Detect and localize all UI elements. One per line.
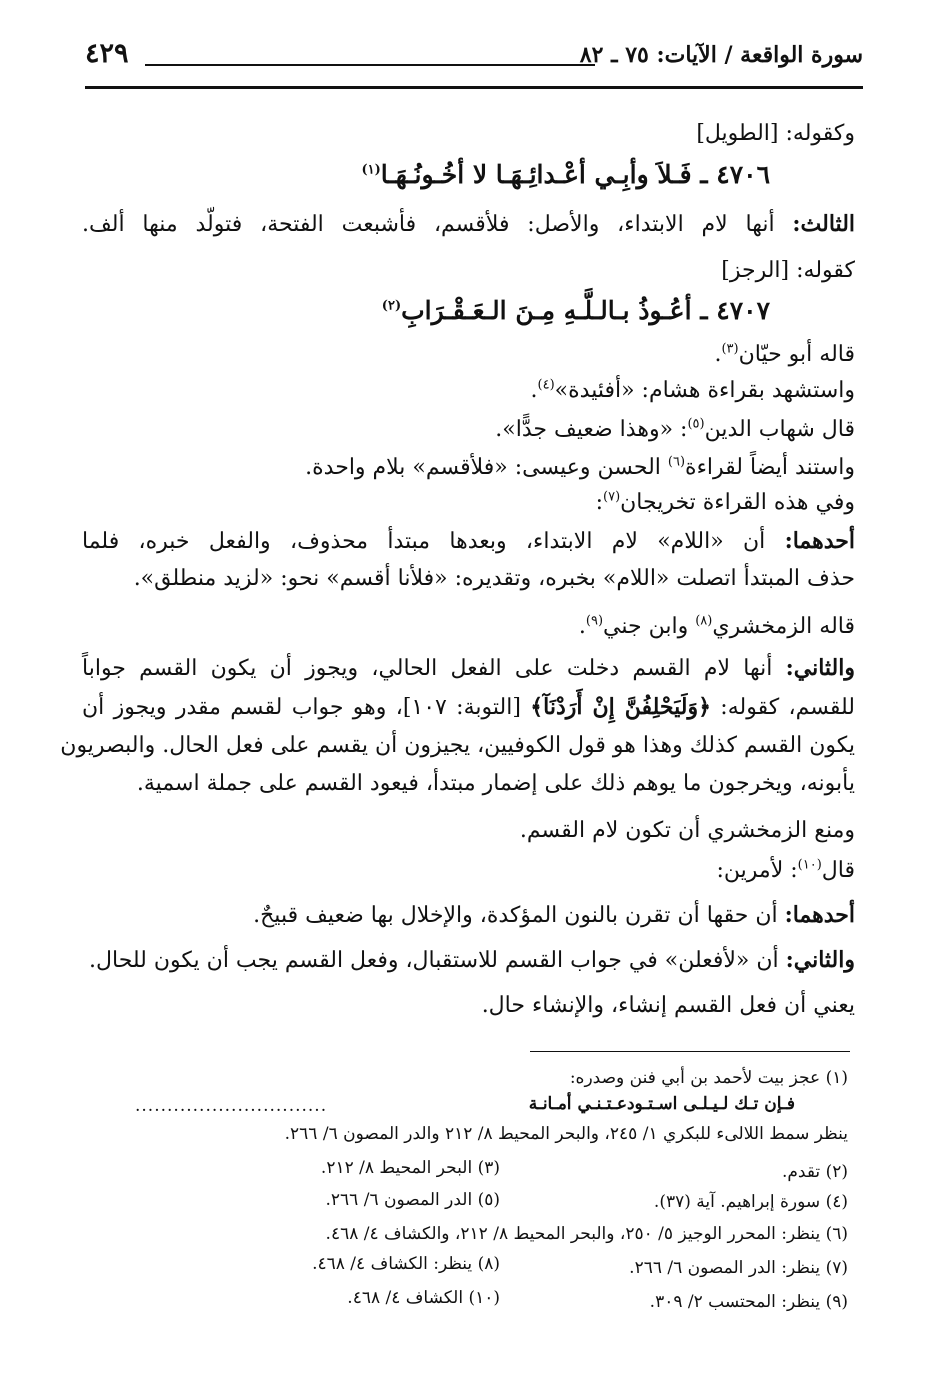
footnote-1: (١) عجز بيت لأحمد بن أبي فنن وصدره: [569, 1068, 848, 1088]
footnote-ref: (٦) [667, 454, 686, 470]
page-number: ٤٢٩ [85, 38, 129, 69]
text-line: يعني أن فعل القسم إنشاء، والإنشاء حال. [481, 993, 855, 1018]
footnote-2: (٢) تقدم. [781, 1162, 848, 1182]
footnote-9: (٩) ينظر: المحتسب ٢/ ٣٠٩. [649, 1292, 848, 1312]
text-line: قاله أبو حيّان$^{(٣)}$. [714, 341, 855, 367]
quran-quote: ﴿وَلَيَحْلِفُنَّ إِنْ أَرَدْنَآ﴾ [530, 694, 711, 720]
footnote-ref: (٣) [721, 341, 739, 357]
text-line: حذف المبتدأ اتصلت «اللام» بخبره، وتقديره: «فلأنا أقسم» نحو: «لزيد منطلق». [133, 566, 855, 591]
footnote-6: (٦) ينظر: المحرر الوجيز ٥/ ٢٥٠، والبحر المحيط ٨/ ٢١٢، والكشاف ٤/ ٤٦٨. [325, 1224, 848, 1244]
footnote-ref: (٥) [687, 416, 705, 432]
footnote-8: (٨) ينظر: الكشاف ٤/ ٤٦٨. [312, 1254, 500, 1274]
footnote-10: (١٠) الكشاف ٤/ ٤٦٨. [347, 1288, 500, 1308]
text-line: الثالث: أنها لام الابتداء، والأصل: فلأقسم، فأشبعت الفتحة، فتولّد منها ألف. [82, 211, 856, 237]
point-label: والثاني: [785, 655, 855, 681]
footnote-3: (٣) البحر المحيط ٨/ ٢١٢. [320, 1158, 500, 1178]
poetry-verse-4707: ٤٧٠٧ ـ أعُـوذُ بـالـلَّـهِ مِـنَ الـعَـقْـرَابِ$^{(٢)}$ [381, 296, 770, 325]
poetry-verse-4706: ٤٧٠٦ ـ فَـلاَ وأبِـي أعْـدائِـهَـا لا أخُـونُـهَـا$^{(١)}$ [361, 160, 770, 189]
footnote-ref: (٩) [585, 613, 604, 629]
footnote-ref: (٤) [537, 377, 555, 393]
footnote-7: (٧) ينظر: الدر المصون ٦/ ٢٦٦. [629, 1258, 848, 1278]
text-line: والثاني: أنها لام القسم دخلت على الفعل الحالي، ويجوز أن يكون القسم جواباً [82, 655, 855, 681]
sura-title: سورة الواقعة / الآيات: ٧٥ ـ ٨٢ [579, 42, 863, 68]
footnote-1-refs: ينظر سمط اللالىء للبكري ١/ ٢٤٥، والبحر المحيط ٨/ ٢١٢ والدر المصون ٦/ ٢٦٦. [284, 1124, 848, 1144]
point-label: والثاني: [785, 947, 855, 973]
footnote-1-dots: .............................. [135, 1096, 328, 1116]
text-line: وكقوله: [الطويل] [696, 121, 855, 146]
footnote-ref: (١) [361, 162, 381, 178]
text-line: أحدهما: أن حقها أن تقرن بالنون المؤكدة، والإخلال بها ضعيف قبيحٌ. [253, 902, 855, 928]
footnote-rule [530, 1051, 850, 1052]
page-header [85, 38, 863, 90]
text-line: يأبونه، ويخرجون ما يوهم ذلك على إضمار مبتدأ، فيعود القسم على جملة اسمية. [136, 771, 855, 796]
footnote-ref: (٨) [695, 613, 713, 629]
footnote-ref: (٢) [381, 298, 402, 314]
footnote-1-verse: فـإن تـك لـيـلـى اسـتـودعـتـنـي أمـانـة [528, 1094, 795, 1114]
footnote-ref: (١٠) [797, 857, 822, 873]
point-label: أحدهما: [784, 528, 855, 554]
text-line: والثاني: أن «لأفعلن» في جواب القسم للاستقبال، وفعل القسم يجب أن يكون للحال. [89, 947, 855, 973]
header-title-line [145, 64, 595, 66]
text-line: وفي هذه القراءة تخريجان$^{(٧)}$: [595, 489, 855, 515]
text-line: واستند أيضاً لقراءة$^{(٦)}$ الحسن وعيسى: «فلأقسم» بلام واحدة. [305, 454, 855, 480]
text-line: واستشهد بقراءة هشام: «أفئيدة»$^{(٤)}$. [530, 377, 855, 403]
text-line: يكون القسم كذلك وهذا هو قول الكوفيين، يجيزون أن يقسم على فعل الحال. والبصريون [60, 733, 855, 758]
footnote-ref: (٧) [603, 489, 621, 505]
text-line: للقسم، كقوله: ﴿وَلَيَحْلِفُنَّ إِنْ أَرَدْنَآ﴾ [التوبة: ١٠٧]، وهو جواب لقسم مقدر ويجوز أن [82, 694, 855, 720]
text-line: قال شهاب الدين$^{(٥)}$: «وهذا ضعيف جدًّا». [495, 416, 855, 442]
text-line: كقوله: [الرجز] [721, 258, 855, 283]
footnote-5: (٥) الدر المصون ٦/ ٢٦٦. [325, 1190, 500, 1210]
footnote-4: (٤) سورة إبراهيم. آية (٣٧). [653, 1192, 848, 1212]
text-line: قاله الزمخشري$^{(٨)}$ وابن جني$^{(٩)}$. [578, 613, 855, 639]
point-label: أحدهما: [784, 902, 855, 928]
text-line: قال$^{(١٠)}$: لأمرين: [716, 857, 855, 883]
point-label: الثالث: [792, 211, 856, 237]
text-line: ومنع الزمخشري أن تكون لام القسم. [519, 818, 855, 843]
header-rule [85, 86, 863, 89]
text-line: أحدهما: أن «اللام» لام الابتداء، وبعدها مبتدأ محذوف، والفعل خبره، فلما [82, 528, 855, 554]
